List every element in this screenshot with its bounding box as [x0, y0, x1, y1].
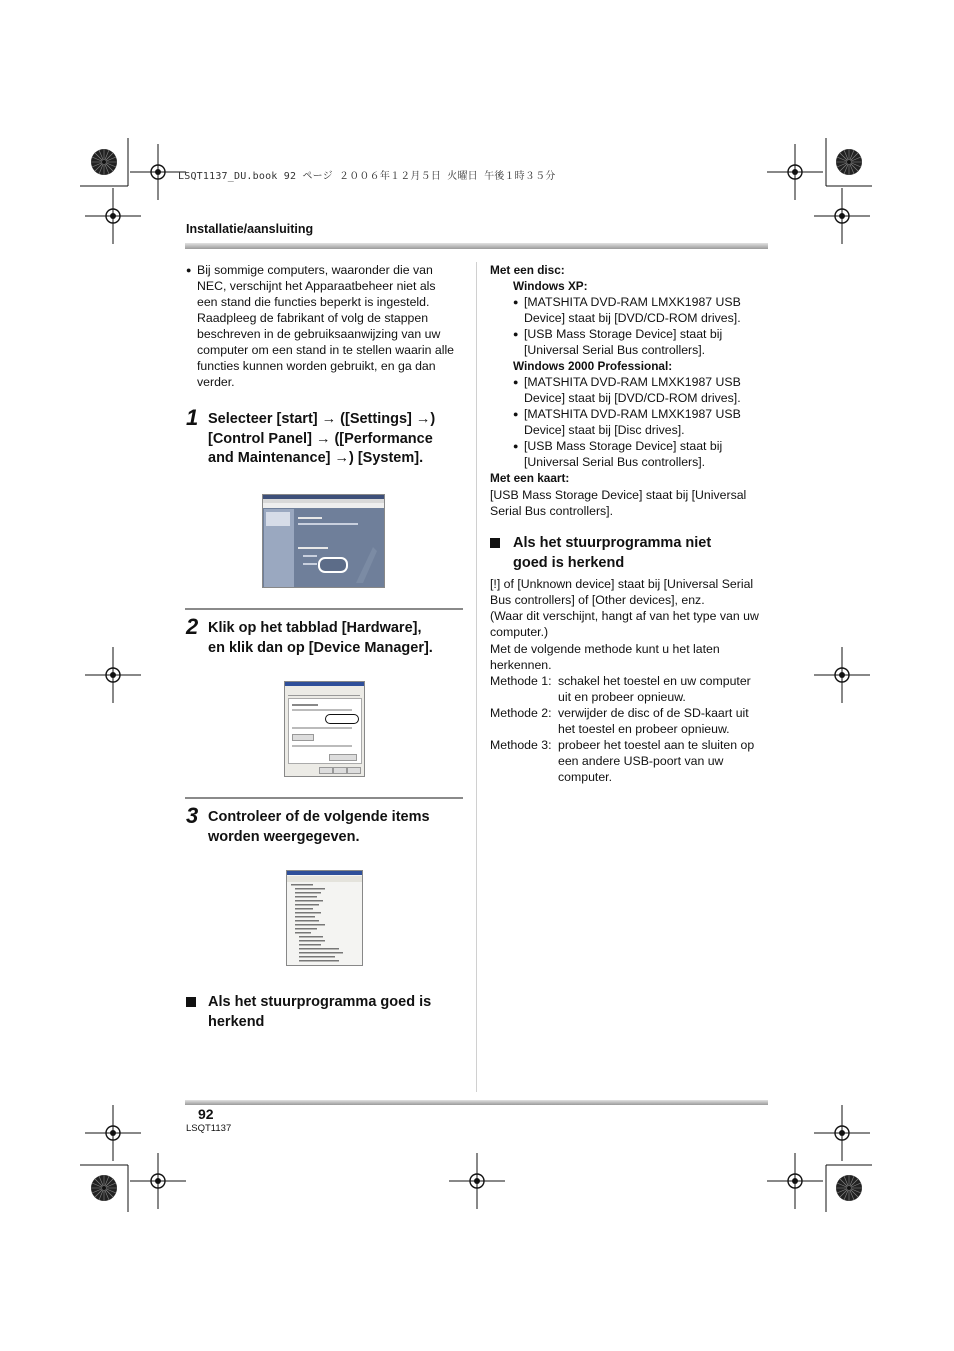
text-line: [USB Mass Storage Device] staat bij: [524, 439, 723, 453]
text-line: computer om een stand in te stellen waarin alle: [197, 343, 455, 357]
heading-line: Als het stuurprogramma niet: [513, 535, 712, 551]
text-line: NEC, verschijnt het Apparaatbeheer niet als: [197, 279, 436, 293]
text-line: Raadpleeg de fabrikant of volg de stappen: [197, 311, 429, 325]
text-line: schakel het toestel en uw computer: [558, 674, 751, 688]
print-header: LSQT1137_DU.book 92 ページ ２００６年１２月５日 火曜日 午後１時３５分: [178, 171, 556, 182]
right-column: [490, 262, 766, 519]
text-line: een andere USB-poort van uw: [558, 754, 724, 768]
heading-line: Als het stuurprogramma goed is: [208, 994, 432, 1010]
text-line: verwijder de disc of de SD-kaart uit: [558, 706, 749, 720]
page-number: 92: [198, 1106, 214, 1122]
section-title: Installatie/aansluiting: [186, 222, 314, 236]
bullet-icon: ●: [186, 265, 192, 275]
control-panel-screenshot: [262, 494, 385, 588]
heading-driver-ok: [186, 993, 466, 1032]
list-item: [513, 326, 766, 358]
list-item: [513, 406, 766, 438]
text-line: [MATSHITA DVD-RAM LMXK1987 USB: [524, 407, 741, 421]
step-2-number: 2: [186, 614, 199, 639]
list-item: [513, 294, 766, 326]
bullet-icon: ●: [513, 441, 519, 451]
step-line: en klik dan op [Device Manager].: [208, 639, 433, 656]
text-line: [MATSHITA DVD-RAM LMXK1987 USB: [524, 295, 741, 309]
bullet-icon: ●: [513, 297, 519, 307]
fail-text: [490, 576, 770, 785]
heading-driver-not-ok: [490, 534, 770, 573]
text-line: verder.: [197, 375, 235, 389]
text-line: een stand die functies beperkt is ingesteld.: [197, 295, 430, 309]
text-line: Bij sommige computers, waaronder die van: [197, 263, 433, 277]
card-label: Met een kaart:: [490, 471, 570, 485]
text-line: probeer het toestel aan te sluiten op: [558, 738, 755, 752]
w2k-label: Windows 2000 Professional:: [513, 359, 673, 373]
step-line: Selecteer [start] → ([Settings] →): [208, 411, 436, 427]
text-line: [Universal Serial Bus controllers].: [524, 455, 706, 469]
method-label: Methode 2:: [490, 706, 552, 720]
step-3-number: 3: [186, 803, 199, 828]
method-label: Methode 3:: [490, 738, 552, 752]
text-line: Met de volgende methode kunt u het laten: [490, 642, 720, 656]
text-line: computer.: [558, 770, 612, 784]
step-line: and Maintenance] →) [System].: [208, 450, 424, 466]
text-line: herkennen.: [490, 658, 552, 672]
step-line: Controleer of de volgende items: [208, 809, 430, 825]
bullet-icon: ●: [513, 377, 519, 387]
text-line: [!] of [Unknown device] staat bij [Universal Serial: [490, 577, 754, 591]
step-line: [Control Panel] → ([Performance: [208, 430, 433, 447]
text-line: uit en probeer opnieuw.: [558, 690, 686, 704]
step-divider: [185, 608, 463, 610]
method-3: [490, 737, 770, 785]
step-1-text: [208, 410, 468, 469]
text-line: Device] staat bij [DVD/CD-ROM drives].: [524, 391, 741, 405]
intro-bullet: [186, 262, 462, 390]
list-item: [513, 374, 766, 406]
method-label: Methode 1:: [490, 674, 552, 688]
square-bullet-icon: [490, 538, 500, 548]
xp-label: Windows XP:: [513, 279, 588, 293]
method-1: [490, 673, 770, 705]
text-line: Serial Bus controllers].: [490, 504, 614, 518]
step-line: worden weergegeven.: [208, 828, 360, 845]
disc-label: Met een disc:: [490, 263, 565, 277]
header-rule: [185, 243, 768, 249]
text-line: [USB Mass Storage Device] staat bij [Universal: [490, 488, 747, 502]
text-line: computer.): [490, 625, 549, 639]
text-line: Device] staat bij [Disc drives].: [524, 423, 685, 437]
system-properties-screenshot: [284, 681, 365, 777]
text-line: [Universal Serial Bus controllers].: [524, 343, 706, 357]
text-line: [MATSHITA DVD-RAM LMXK1987 USB: [524, 375, 741, 389]
text-line: (Waar dit verschijnt, hangt af van het type van uw: [490, 609, 759, 623]
step-line: Klik op het tabblad [Hardware],: [208, 620, 422, 636]
device-manager-screenshot: [286, 870, 363, 966]
step-1-number: 1: [186, 405, 199, 430]
heading-line: goed is herkend: [513, 554, 625, 571]
step-3-text: [208, 808, 468, 847]
text-line: [USB Mass Storage Device] staat bij: [524, 327, 723, 341]
column-divider: [476, 262, 477, 1092]
step-2-text: [208, 619, 468, 658]
text-line: Device] staat bij [DVD/CD-ROM drives].: [524, 311, 741, 325]
text-line: Bus controllers] of [Other devices], enz.: [490, 593, 705, 607]
text-line: functies kunnen worden gebruikt, en ga dan: [197, 359, 436, 373]
document-code: LSQT1137: [186, 1123, 232, 1134]
text-line: het toestel en probeer opnieuw.: [558, 722, 730, 736]
list-item: [513, 438, 766, 470]
heading-line: herkend: [208, 1013, 265, 1030]
square-bullet-icon: [186, 997, 196, 1007]
method-2: [490, 705, 770, 737]
step-divider: [185, 797, 463, 799]
footer-rule: [185, 1100, 768, 1105]
bullet-icon: ●: [513, 409, 519, 419]
bullet-icon: ●: [513, 329, 519, 339]
text-line: beschreven in de gebruiksaanwijzing van uw: [197, 327, 441, 341]
